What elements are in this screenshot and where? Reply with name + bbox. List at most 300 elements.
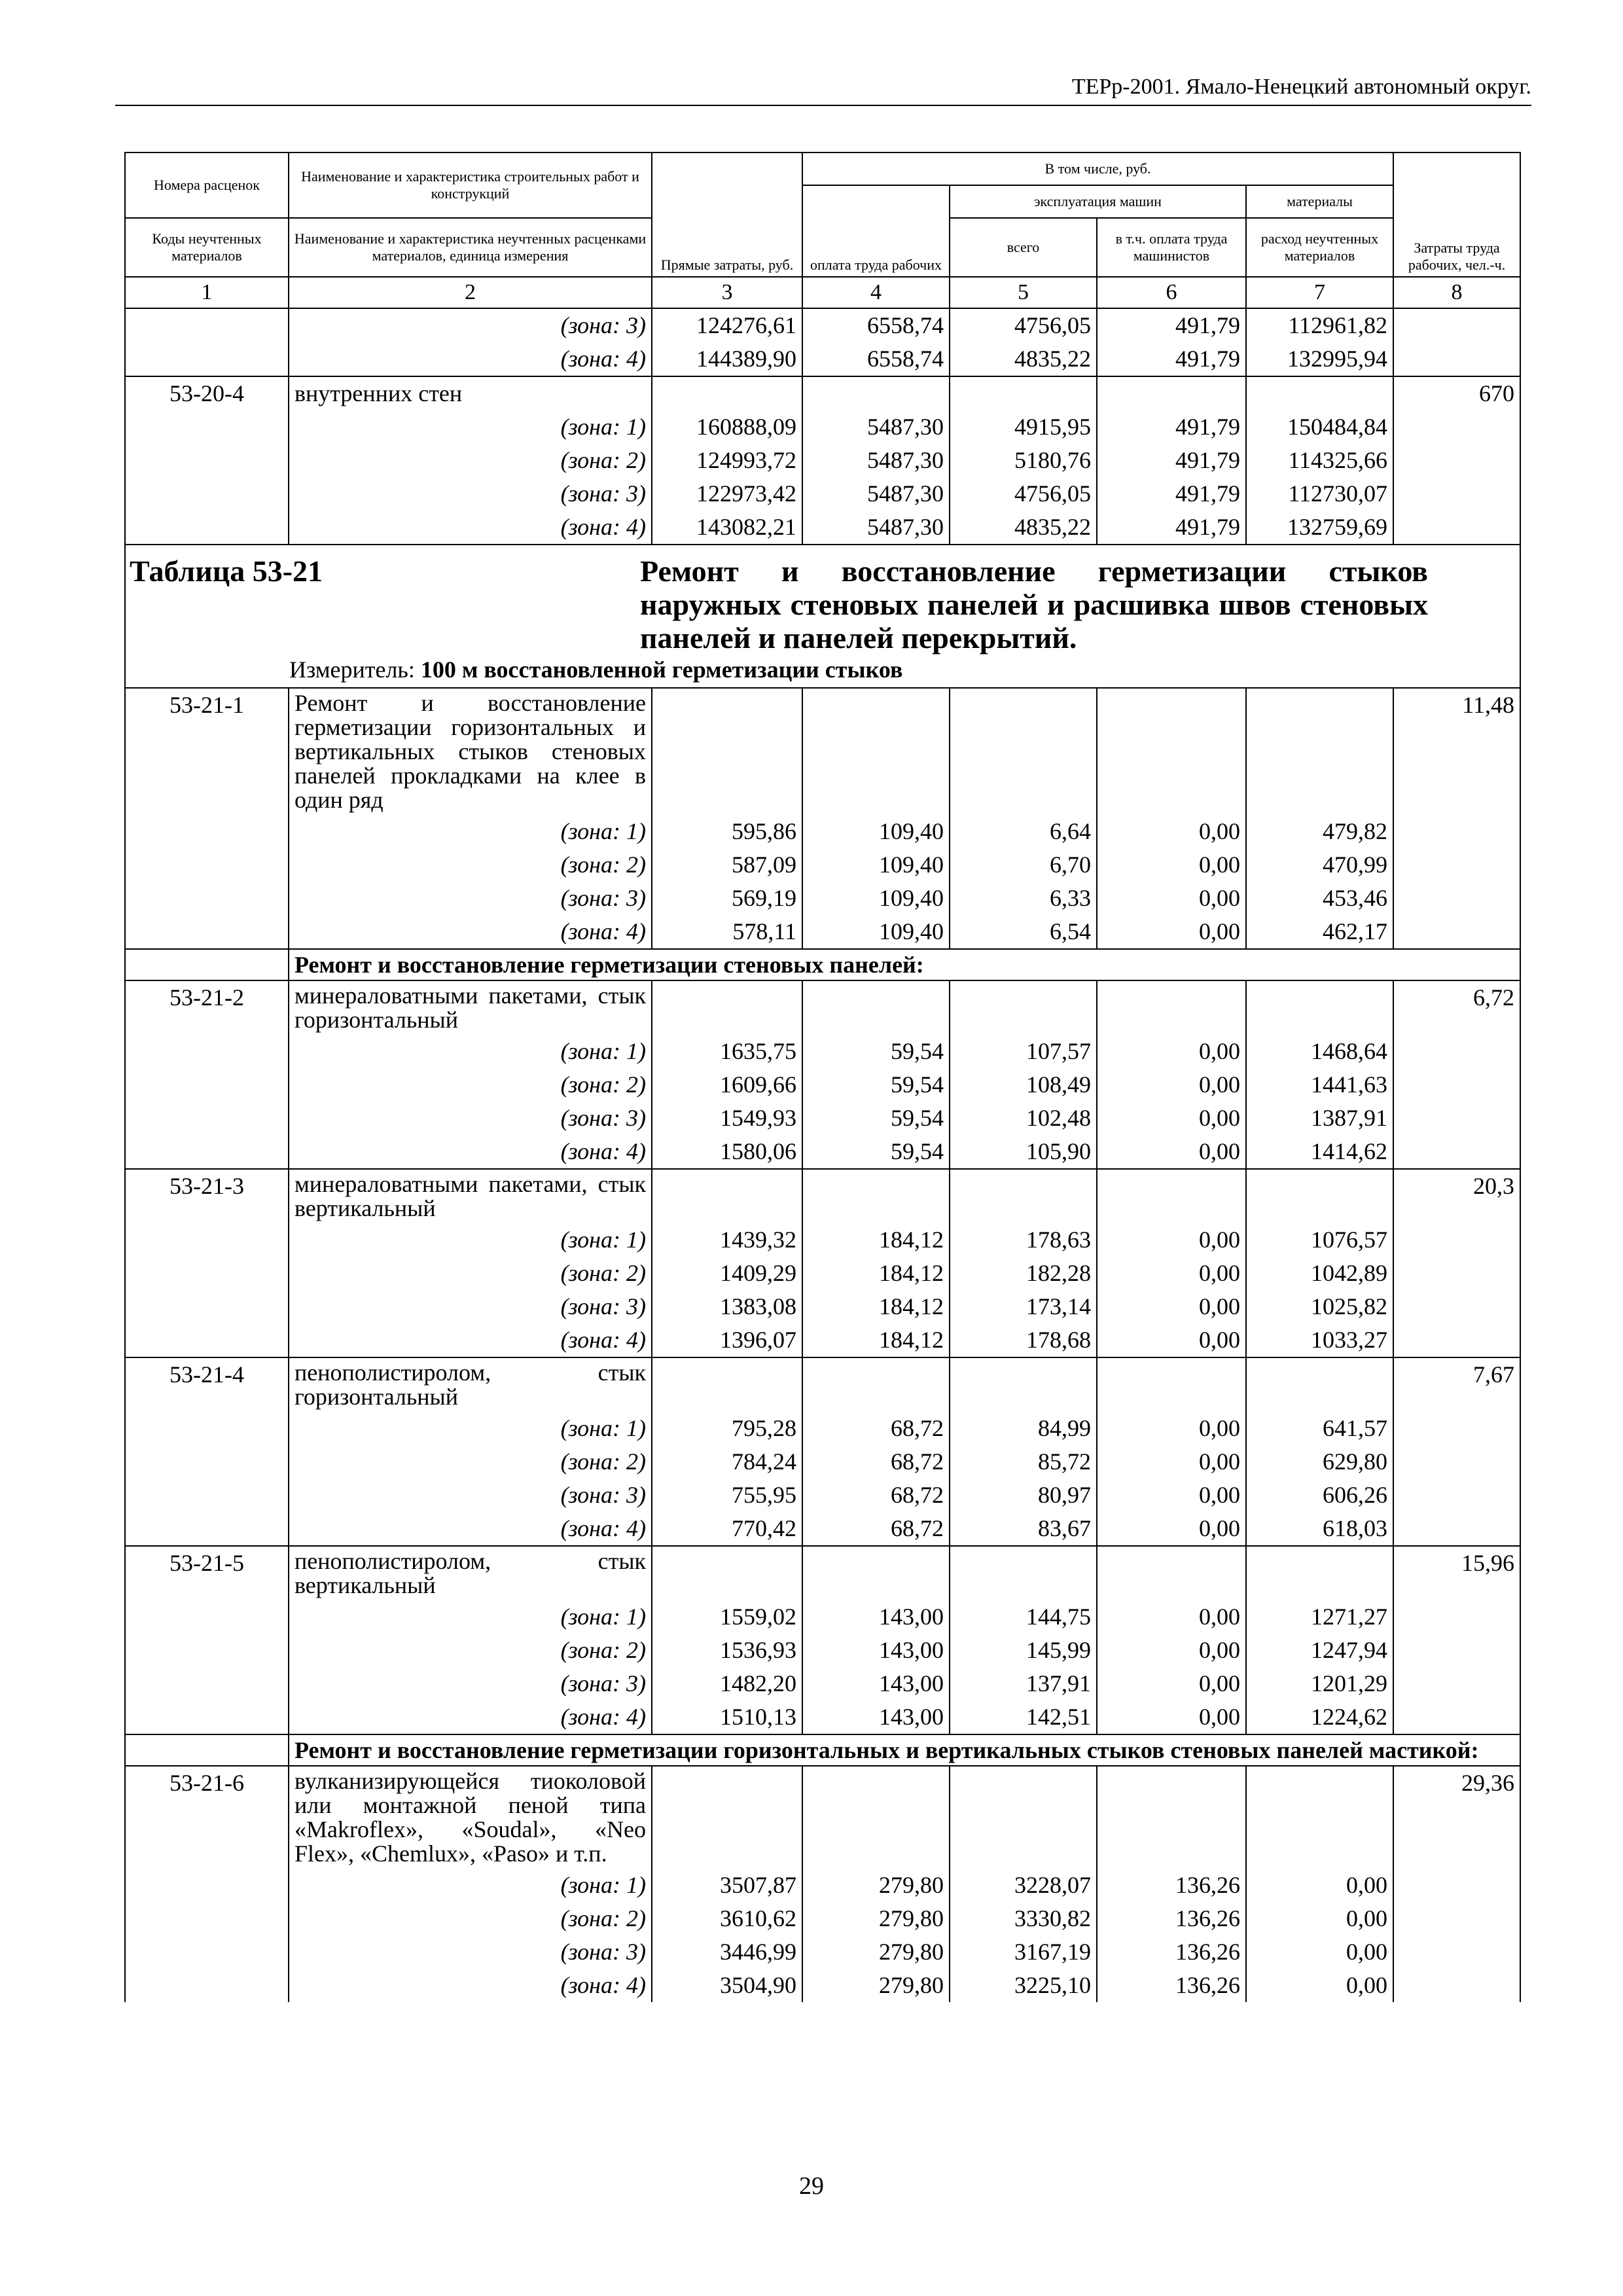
value-cell: 68,72: [802, 1445, 950, 1479]
value-cell: 105,90: [950, 1135, 1097, 1169]
value-cell: [950, 1169, 1097, 1223]
column-number: 2: [289, 277, 652, 308]
header-including: В том числе, руб.: [802, 152, 1393, 185]
value-cell: 107,57: [950, 1035, 1097, 1068]
value-cell: 59,54: [802, 1068, 950, 1102]
value-cell: 6558,74: [802, 308, 950, 342]
value-cell: [1097, 1766, 1246, 1869]
value-cell: 0,00: [1097, 1102, 1246, 1135]
zone-label: (зона: 4): [289, 1135, 652, 1169]
value-cell: 784,24: [652, 1445, 802, 1479]
labor-cell: [1393, 477, 1520, 511]
labor-cell: [1393, 511, 1520, 545]
price-table: [124, 152, 1521, 2002]
code-cell: [125, 342, 289, 376]
labor-cell: [1393, 1223, 1520, 1257]
labor-cell: [1393, 1869, 1520, 1902]
value-cell: 59,54: [802, 1135, 950, 1169]
header-col2-bottom: Наименование и характеристика неучтенных расценками материалов, единица измерения: [289, 218, 652, 277]
value-cell: 1409,29: [652, 1257, 802, 1290]
table-row: [125, 848, 1520, 882]
zone-label: (зона: 4): [289, 1512, 652, 1546]
header-direct-costs: Прямые затраты, руб.: [652, 152, 802, 277]
table-row: [125, 477, 1520, 511]
value-cell: 184,12: [802, 1323, 950, 1357]
value-cell: 1042,89: [1246, 1257, 1393, 1290]
running-header: ТЕРр-2001. Ямало-Ненецкий автономный округ.: [1071, 75, 1531, 99]
value-cell: 3504,90: [652, 1969, 802, 2002]
labor-cell: [1393, 410, 1520, 444]
value-cell: [652, 376, 802, 410]
zone-label: (зона: 1): [289, 1600, 652, 1634]
item-code: 53-21-3: [125, 1169, 289, 1223]
code-cell: [125, 1323, 289, 1357]
item-name: минераловатными пакетами, стык горизонтальный: [289, 980, 652, 1035]
item-name: пенополистиролом, стык вертикальный: [289, 1546, 652, 1600]
value-cell: 1201,29: [1246, 1667, 1393, 1700]
code-cell: [125, 308, 289, 342]
zone-label: (зона: 3): [289, 1102, 652, 1135]
value-cell: 1247,94: [1246, 1634, 1393, 1667]
labor-cell: [1393, 1035, 1520, 1068]
code-cell: [125, 1902, 289, 1935]
value-cell: 59,54: [802, 1035, 950, 1068]
value-cell: 0,00: [1097, 1290, 1246, 1323]
value-cell: 1482,20: [652, 1667, 802, 1700]
zone-label: (зона: 1): [289, 815, 652, 848]
value-cell: 160888,09: [652, 410, 802, 444]
header-col2-top: Наименование и характеристика строительных работ и конструкций: [289, 152, 652, 218]
value-cell: 755,95: [652, 1479, 802, 1512]
item-row: [125, 376, 1520, 410]
labor-cell: [1393, 1667, 1520, 1700]
zone-label: (зона: 3): [289, 1290, 652, 1323]
value-cell: 143,00: [802, 1700, 950, 1734]
value-cell: 182,28: [950, 1257, 1097, 1290]
value-cell: [1246, 1169, 1393, 1223]
value-cell: 0,00: [1097, 848, 1246, 882]
code-cell: [125, 1734, 289, 1766]
header-col1-bottom: Коды неучтенных материалов: [125, 218, 289, 277]
code-cell: [125, 1290, 289, 1323]
zone-label: (зона: 3): [289, 1935, 652, 1969]
value-cell: 4756,05: [950, 308, 1097, 342]
value-cell: [652, 688, 802, 815]
value-cell: 0,00: [1097, 1223, 1246, 1257]
table-row: [125, 815, 1520, 848]
zone-label: (зона: 1): [289, 1412, 652, 1445]
item-code: 53-21-6: [125, 1766, 289, 1869]
value-cell: 136,26: [1097, 1902, 1246, 1935]
meter-label: Измеритель:: [289, 656, 415, 683]
value-cell: [802, 1169, 950, 1223]
value-cell: 6,54: [950, 915, 1097, 949]
value-cell: [950, 376, 1097, 410]
code-cell: [125, 1479, 289, 1512]
header-materials-spend: расход неучтенных материалов: [1246, 218, 1393, 277]
value-cell: 3330,82: [950, 1902, 1097, 1935]
value-cell: [950, 1766, 1097, 1869]
value-cell: 136,26: [1097, 1935, 1246, 1969]
value-cell: 112961,82: [1246, 308, 1393, 342]
item-labor: 670: [1393, 376, 1520, 410]
value-cell: 1414,62: [1246, 1135, 1393, 1169]
column-number: 1: [125, 277, 289, 308]
value-cell: 136,26: [1097, 1969, 1246, 2002]
value-cell: 173,14: [950, 1290, 1097, 1323]
value-cell: 0,00: [1097, 1479, 1246, 1512]
header-labor-pay: оплата труда рабочих: [802, 185, 950, 277]
code-cell: [125, 444, 289, 477]
value-cell: 144389,90: [652, 342, 802, 376]
zone-label: (зона: 2): [289, 444, 652, 477]
table-title: [126, 545, 1520, 655]
value-cell: 59,54: [802, 1102, 950, 1135]
table-row: [125, 1512, 1520, 1546]
value-cell: [1097, 376, 1246, 410]
table-row: [125, 1479, 1520, 1512]
table-row: [125, 1257, 1520, 1290]
value-cell: 0,00: [1097, 1667, 1246, 1700]
header-materials: материалы: [1246, 185, 1393, 218]
value-cell: 0,00: [1246, 1969, 1393, 2002]
value-cell: 569,19: [652, 882, 802, 915]
value-cell: 1383,08: [652, 1290, 802, 1323]
zone-label: (зона: 2): [289, 1257, 652, 1290]
value-cell: 68,72: [802, 1479, 950, 1512]
labor-cell: [1393, 915, 1520, 949]
value-cell: 112730,07: [1246, 477, 1393, 511]
code-cell: [125, 1969, 289, 2002]
value-cell: 587,09: [652, 848, 802, 882]
value-cell: 3507,87: [652, 1869, 802, 1902]
value-cell: 0,00: [1097, 1634, 1246, 1667]
table-row: [125, 1035, 1520, 1068]
value-cell: [652, 1766, 802, 1869]
code-cell: [125, 1135, 289, 1169]
zone-label: (зона: 4): [289, 915, 652, 949]
value-cell: 0,00: [1097, 1323, 1246, 1357]
value-cell: 491,79: [1097, 342, 1246, 376]
value-cell: 0,00: [1097, 1445, 1246, 1479]
value-cell: 5180,76: [950, 444, 1097, 477]
code-cell: [125, 1600, 289, 1634]
value-cell: 124276,61: [652, 308, 802, 342]
value-cell: 143,00: [802, 1667, 950, 1700]
value-cell: 1387,91: [1246, 1102, 1393, 1135]
value-cell: 122973,42: [652, 477, 802, 511]
code-cell: [125, 915, 289, 949]
value-cell: 0,00: [1097, 1068, 1246, 1102]
table-title-cell: [125, 545, 1520, 688]
value-cell: 1224,62: [1246, 1700, 1393, 1734]
labor-cell: [1393, 1257, 1520, 1290]
code-cell: [125, 1035, 289, 1068]
value-cell: 3228,07: [950, 1869, 1097, 1902]
value-cell: 606,26: [1246, 1479, 1393, 1512]
column-number: 7: [1246, 277, 1393, 308]
value-cell: 1033,27: [1246, 1323, 1393, 1357]
value-cell: 479,82: [1246, 815, 1393, 848]
value-cell: 491,79: [1097, 511, 1246, 545]
group-row: [125, 1734, 1520, 1766]
labor-cell: [1393, 1323, 1520, 1357]
code-cell: [125, 1634, 289, 1667]
value-cell: [1097, 1546, 1246, 1600]
value-cell: 1441,63: [1246, 1068, 1393, 1102]
labor-cell: [1393, 1935, 1520, 1969]
value-cell: 0,00: [1097, 1135, 1246, 1169]
code-cell: [125, 1257, 289, 1290]
value-cell: 1271,27: [1246, 1600, 1393, 1634]
value-cell: 0,00: [1097, 1035, 1246, 1068]
column-number: 6: [1097, 277, 1246, 308]
value-cell: 5487,30: [802, 511, 950, 545]
value-cell: 4835,22: [950, 511, 1097, 545]
value-cell: 491,79: [1097, 477, 1246, 511]
value-cell: 83,67: [950, 1512, 1097, 1546]
value-cell: 629,80: [1246, 1445, 1393, 1479]
value-cell: 0,00: [1246, 1935, 1393, 1969]
labor-cell: [1393, 1634, 1520, 1667]
value-cell: [1097, 1357, 1246, 1412]
column-number: 8: [1393, 277, 1520, 308]
item-row: [125, 688, 1520, 815]
zone-label: (зона: 4): [289, 511, 652, 545]
item-code: 53-20-4: [125, 376, 289, 410]
table-label: Таблица 53-21: [130, 554, 323, 588]
table-title-row: [125, 545, 1520, 688]
value-cell: 68,72: [802, 1412, 950, 1445]
value-cell: [950, 688, 1097, 815]
item-labor: 15,96: [1393, 1546, 1520, 1600]
zone-label: (зона: 3): [289, 308, 652, 342]
table-row: [125, 1445, 1520, 1479]
value-cell: 6558,74: [802, 342, 950, 376]
value-cell: [652, 1546, 802, 1600]
table-row: [125, 342, 1520, 376]
value-cell: [1246, 1357, 1393, 1412]
item-code: 53-21-5: [125, 1546, 289, 1600]
value-cell: 279,80: [802, 1902, 950, 1935]
value-cell: 1025,82: [1246, 1290, 1393, 1323]
labor-cell: [1393, 1445, 1520, 1479]
value-cell: 641,57: [1246, 1412, 1393, 1445]
item-labor: 7,67: [1393, 1357, 1520, 1412]
code-cell: [125, 848, 289, 882]
value-cell: [1246, 1766, 1393, 1869]
value-cell: 491,79: [1097, 444, 1246, 477]
item-labor: 29,36: [1393, 1766, 1520, 1869]
value-cell: 102,48: [950, 1102, 1097, 1135]
code-cell: [125, 1667, 289, 1700]
value-cell: 132759,69: [1246, 511, 1393, 545]
value-cell: 0,00: [1097, 1512, 1246, 1546]
header-machines: эксплуатация машин: [950, 185, 1246, 218]
value-cell: 279,80: [802, 1969, 950, 2002]
value-cell: 143082,21: [652, 511, 802, 545]
value-cell: 1580,06: [652, 1135, 802, 1169]
value-cell: 143,00: [802, 1634, 950, 1667]
value-cell: 279,80: [802, 1869, 950, 1902]
table-row: [125, 444, 1520, 477]
table-row: [125, 1102, 1520, 1135]
value-cell: 770,42: [652, 1512, 802, 1546]
zone-label: (зона: 3): [289, 1667, 652, 1700]
zone-label: (зона: 4): [289, 1700, 652, 1734]
value-cell: 178,63: [950, 1223, 1097, 1257]
value-cell: 0,00: [1097, 1700, 1246, 1734]
zone-label: (зона: 1): [289, 1223, 652, 1257]
value-cell: [802, 1766, 950, 1869]
value-cell: 114325,66: [1246, 444, 1393, 477]
labor-cell: [1393, 1412, 1520, 1445]
header-machines-total: всего: [950, 218, 1097, 277]
group-heading: Ремонт и восстановление герметизации стеновых панелей:: [289, 949, 1520, 980]
value-cell: [950, 1546, 1097, 1600]
labor-cell: [1393, 1969, 1520, 2002]
value-cell: 142,51: [950, 1700, 1097, 1734]
table-row: [125, 1869, 1520, 1902]
zone-label: (зона: 2): [289, 848, 652, 882]
value-cell: 1439,32: [652, 1223, 802, 1257]
zone-label: (зона: 1): [289, 1035, 652, 1068]
value-cell: [652, 980, 802, 1035]
labor-cell: [1393, 1700, 1520, 1734]
table-row: [125, 1902, 1520, 1935]
value-cell: [802, 688, 950, 815]
zone-label: (зона: 2): [289, 1445, 652, 1479]
code-cell: [125, 1102, 289, 1135]
value-cell: 184,12: [802, 1223, 950, 1257]
value-cell: 0,00: [1097, 882, 1246, 915]
zone-label: (зона: 4): [289, 1969, 652, 2002]
value-cell: 1635,75: [652, 1035, 802, 1068]
value-cell: 578,11: [652, 915, 802, 949]
value-cell: 108,49: [950, 1068, 1097, 1102]
item-row: [125, 1546, 1520, 1600]
zone-label: (зона: 3): [289, 477, 652, 511]
table-caption: Ремонт и восстановление герметизации стыков наружных стеновых панелей и расшивка швов стеновых панелей и панелей перекрытий.: [640, 554, 1429, 655]
value-cell: 470,99: [1246, 848, 1393, 882]
value-cell: 136,26: [1097, 1869, 1246, 1902]
table-meter: [126, 655, 1520, 687]
value-cell: 150484,84: [1246, 410, 1393, 444]
value-cell: 144,75: [950, 1600, 1097, 1634]
item-code: 53-21-1: [125, 688, 289, 815]
table-row: [125, 1412, 1520, 1445]
value-cell: 1536,93: [652, 1634, 802, 1667]
labor-cell: [1393, 848, 1520, 882]
value-cell: 3225,10: [950, 1969, 1097, 2002]
item-name: Ремонт и восстановление герметизации горизонтальных и вертикальных стыков стеновых панелей прокладками на клее в один ряд: [289, 688, 652, 815]
value-cell: 3167,19: [950, 1935, 1097, 1969]
value-cell: 109,40: [802, 848, 950, 882]
value-cell: 1510,13: [652, 1700, 802, 1734]
value-cell: [950, 980, 1097, 1035]
value-cell: [950, 1357, 1097, 1412]
zone-label: (зона: 2): [289, 1634, 652, 1667]
labor-cell: [1393, 444, 1520, 477]
value-cell: 0,00: [1246, 1902, 1393, 1935]
value-cell: 137,91: [950, 1667, 1097, 1700]
labor-cell: [1393, 1479, 1520, 1512]
labor-cell: [1393, 1068, 1520, 1102]
value-cell: [1097, 1169, 1246, 1223]
page-number: 29: [799, 2172, 824, 2200]
value-cell: 178,68: [950, 1323, 1097, 1357]
group-heading: Ремонт и восстановление герметизации горизонтальных и вертикальных стыков стеновых панелей мастикой:: [289, 1734, 1520, 1766]
value-cell: 618,03: [1246, 1512, 1393, 1546]
item-row: [125, 980, 1520, 1035]
item-labor: 11,48: [1393, 688, 1520, 815]
labor-cell: [1393, 308, 1520, 342]
value-cell: 143,00: [802, 1600, 950, 1634]
value-cell: [1246, 688, 1393, 815]
code-cell: [125, 1068, 289, 1102]
table-row: [125, 1323, 1520, 1357]
value-cell: 6,70: [950, 848, 1097, 882]
table-row: [125, 1068, 1520, 1102]
item-row: [125, 1766, 1520, 1869]
zone-label: (зона: 4): [289, 1323, 652, 1357]
table-row: [125, 1135, 1520, 1169]
table-row: [125, 511, 1520, 545]
value-cell: 6,33: [950, 882, 1097, 915]
value-cell: 184,12: [802, 1290, 950, 1323]
item-code: 53-21-4: [125, 1357, 289, 1412]
value-cell: 795,28: [652, 1412, 802, 1445]
labor-cell: [1393, 1600, 1520, 1634]
item-labor: 6,72: [1393, 980, 1520, 1035]
value-cell: [652, 1169, 802, 1223]
value-cell: 1559,02: [652, 1600, 802, 1634]
table-row: [125, 1667, 1520, 1700]
code-cell: [125, 1512, 289, 1546]
labor-cell: [1393, 1102, 1520, 1135]
column-number: 3: [652, 277, 802, 308]
column-number: 5: [950, 277, 1097, 308]
labor-cell: [1393, 1135, 1520, 1169]
value-cell: 84,99: [950, 1412, 1097, 1445]
value-cell: [1097, 980, 1246, 1035]
value-cell: 109,40: [802, 882, 950, 915]
value-cell: 80,97: [950, 1479, 1097, 1512]
value-cell: 1076,57: [1246, 1223, 1393, 1257]
table-row: [125, 1223, 1520, 1257]
value-cell: [1246, 980, 1393, 1035]
value-cell: 145,99: [950, 1634, 1097, 1667]
value-cell: 85,72: [950, 1445, 1097, 1479]
value-cell: 453,46: [1246, 882, 1393, 915]
header-col1-top: Номера расценок: [125, 152, 289, 218]
value-cell: [1246, 376, 1393, 410]
column-number: 4: [802, 277, 950, 308]
table-row: [125, 882, 1520, 915]
item-name: вулканизирующейся тиоколовой или монтажной пеной типа «Makroflex», «Soudal», «Neo Flex», «Chemlux», «Paso» и т.п.: [289, 1766, 652, 1869]
labor-cell: [1393, 342, 1520, 376]
code-cell: [125, 410, 289, 444]
value-cell: 5487,30: [802, 477, 950, 511]
labor-cell: [1393, 1512, 1520, 1546]
value-cell: 0,00: [1097, 1600, 1246, 1634]
code-cell: [125, 1223, 289, 1257]
value-cell: 5487,30: [802, 444, 950, 477]
table-row: [125, 1969, 1520, 2002]
table-row: [125, 915, 1520, 949]
code-cell: [125, 949, 289, 980]
table-row: [125, 1290, 1520, 1323]
